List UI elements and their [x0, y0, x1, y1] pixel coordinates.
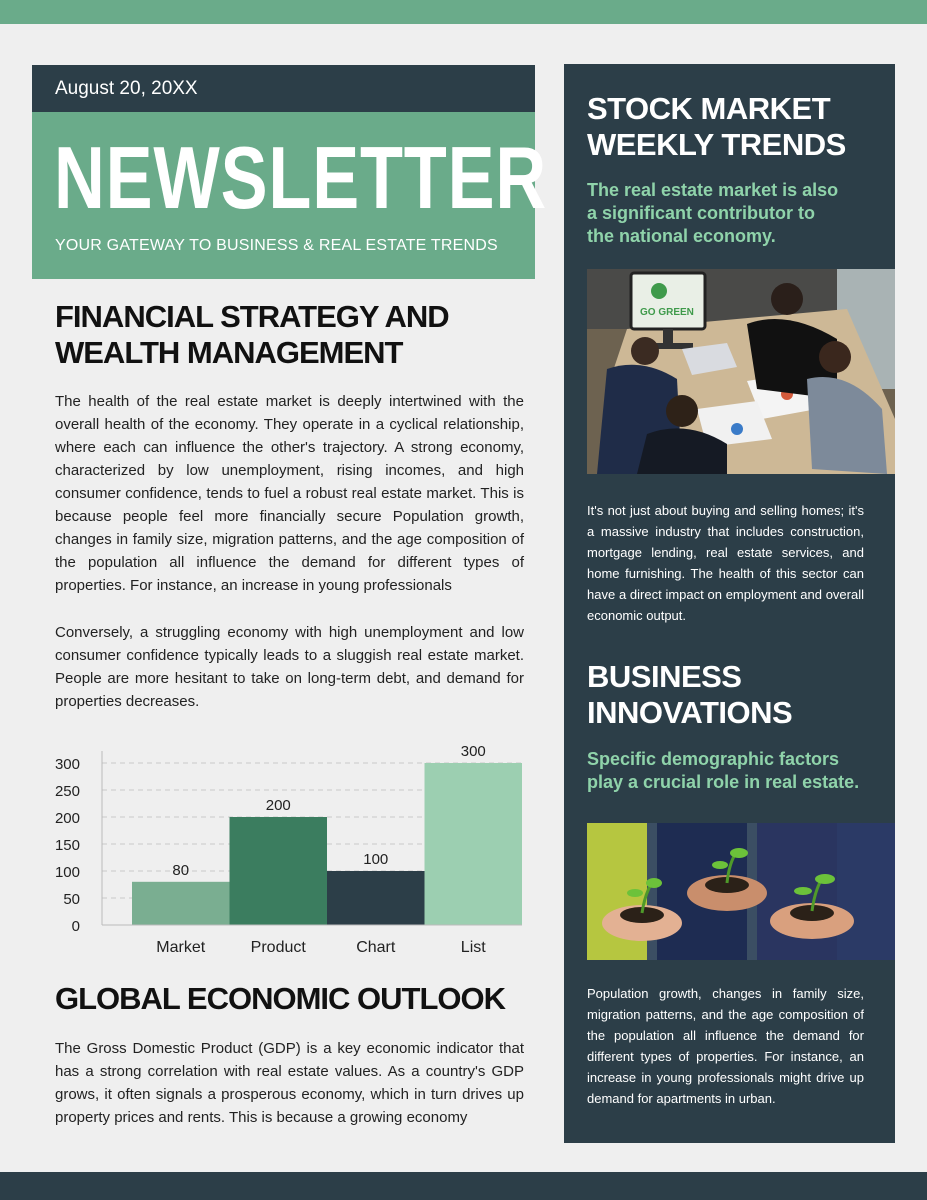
sidebar-subheading-business-innovations: Specific demographic factors play a crucial role in real estate. [587, 749, 860, 792]
financial-paragraph-1: The health of the real estate market is deeply intertwined with the overall health of the economy. They operate in a cyclical relationship, where each can influence the other's trajectory. A strong economy, characterized by low unemployment, rising incomes, and high consumer confidence, tends to fuel a robust real estate market. This is because people feel more financially secure Population growth, changes in family size, migration patterns, and the age composition of the population all influence the demand for different types of properties. For instance, an increase in young professionals [55, 393, 524, 594]
bar-value-label: 100 [363, 851, 389, 868]
sidebar-paragraph-stock-market: It's not just about buying and selling homes; it's a massive industry that includes construction, mortgage lending, real estate services, and home furnishing. The health of this sector can have a direct impact on employment and overall economic output. [587, 503, 864, 623]
newsletter-tagline: YOUR GATEWAY TO BUSINESS & REAL ESTATE TRENDS [55, 237, 498, 254]
financial-paragraph-2: Conversely, a struggling economy with high unemployment and low consumer confidence typically leads to a sluggish real estate market. People are more hesitant to take on long-term debt, and demand for properties decreases. [55, 624, 524, 710]
bottom-accent-band [0, 1172, 927, 1200]
y-tick-label: 300 [54, 756, 80, 773]
issue-date: August 20, 20XX [32, 65, 535, 112]
bar-list [425, 763, 523, 925]
bar-chart [327, 871, 425, 925]
y-tick-label: 250 [54, 783, 80, 800]
sidebar-paragraph-business-innovations: Population growth, changes in family size, migration patterns, and the age composition of the population all influence the demand for different types of properties. For instance, an increase in young professionals might drive up demand for apartments in urban. [587, 986, 864, 1106]
masthead [32, 112, 547, 279]
bar-market [132, 882, 230, 925]
global-outlook-paragraph: The Gross Domestic Product (GDP) is a key economic indicator that has a strong correlation with real estate values. As a country's GDP grows, it often signals a prosperous economy, which in turn drives up property prices and rents. This is because a growing economy [55, 1040, 524, 1126]
chart-bars [132, 743, 522, 925]
bar-value-label: 80 [172, 861, 190, 879]
bar-chart [40, 738, 540, 970]
x-tick-label: Product [250, 939, 306, 956]
bar-value-label: 300 [460, 743, 486, 760]
chart-y-axis [55, 751, 102, 935]
x-tick-label: List [460, 939, 486, 956]
y-tick-label: 150 [54, 837, 80, 854]
bar-value-label: 200 [265, 797, 291, 814]
y-tick-label: 100 [54, 864, 80, 881]
photo-sign-text: GO GREEN [640, 307, 694, 318]
y-tick-label: 50 [63, 891, 80, 908]
sidebar-heading-stock-market: STOCK MARKET WEEKLY TRENDS [587, 91, 846, 162]
sidebar-heading-business-innovations: BUSINESS INNOVATIONS [587, 659, 793, 730]
business-meeting-photo [587, 269, 895, 474]
sidebar-subheading-stock-market: The real estate market is also a significant contributor to the national economy. [587, 180, 839, 246]
x-tick-label: Market [156, 939, 206, 956]
x-tick-label: Chart [356, 939, 396, 956]
sidebar-panel [564, 64, 895, 1143]
y-tick-label: 200 [54, 810, 80, 827]
chart-x-axis [102, 925, 522, 956]
top-accent-band [0, 0, 927, 24]
y-tick-label: 0 [71, 918, 80, 935]
newsletter-title: NEWSLETTER [54, 128, 547, 227]
hands-holding-seedlings-photo [587, 823, 895, 960]
section-heading-global-outlook: GLOBAL ECONOMIC OUTLOOK [55, 981, 506, 1016]
bar-product [230, 817, 328, 925]
section-heading-financial-strategy: FINANCIAL STRATEGY AND WEALTH MANAGEMENT [55, 299, 449, 370]
